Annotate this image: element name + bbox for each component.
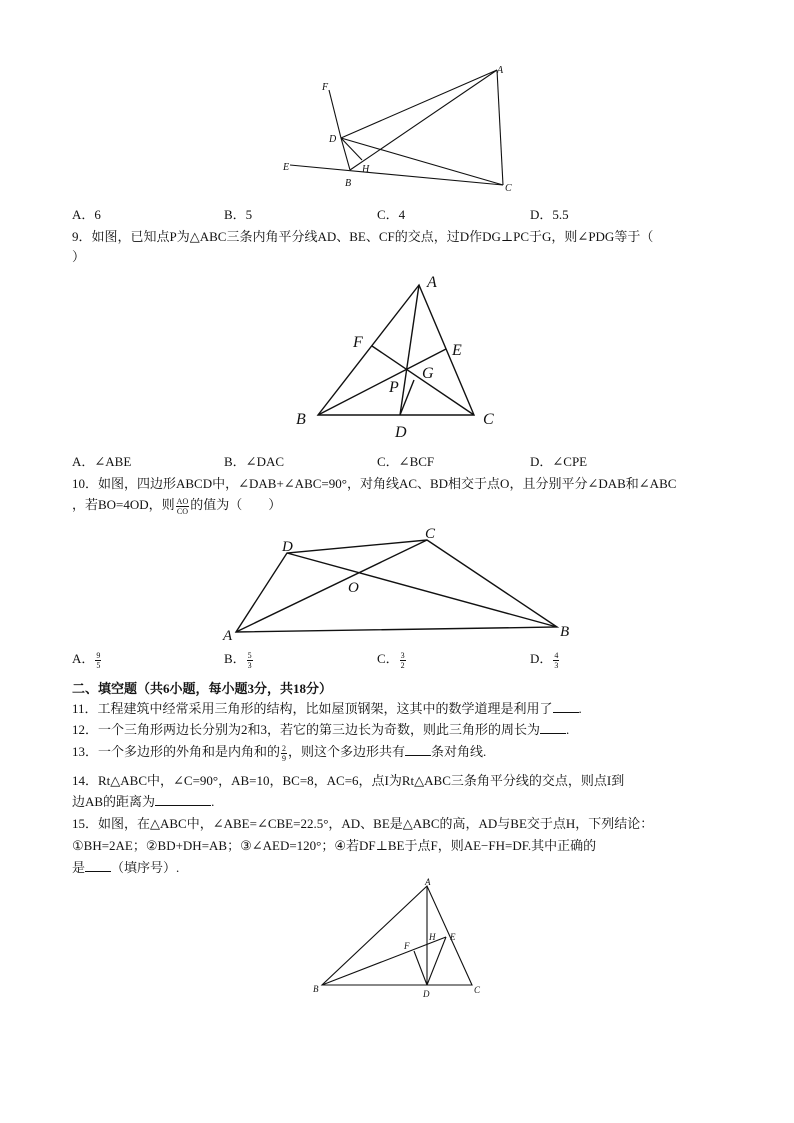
q15-label-B: B — [313, 984, 319, 994]
q8-option-c: C．4 — [377, 207, 406, 222]
q9-label-E: E — [452, 342, 462, 359]
q9-text-line1: 9．如图，已知点P为△ABC三条内角平分线AD、BE、CF的交点，过D作DG⊥PC于G，则∠PDG等于（ — [72, 229, 654, 244]
q15-text-line1: 15．如图，在△ABC中，∠ABE=∠CBE=22.5°，AD、BE是△ABC的高，AD与BE交于点H，下列结论： — [72, 816, 654, 831]
q15-answer-blank[interactable] — [85, 860, 111, 872]
q8-label-F: F — [322, 82, 329, 93]
q15-line-DF — [414, 951, 427, 985]
q9-figure — [290, 270, 500, 445]
q9-line-BE — [318, 349, 446, 415]
q9-label-D: D — [395, 424, 407, 441]
q10-text-line1: 10．如图，四边形ABCD中，∠DAB+∠ABC=90°，对角线AC、BD相交于点O，且分别平分∠DAB和∠ABC — [72, 476, 677, 491]
q8-line-DA — [341, 70, 497, 138]
q15-text-line2: ①BH=2AE；②BD+DH=AB；③∠AED=120°；④若DF⊥BE于点F，则AE−FH=DF.其中正确的 — [72, 838, 597, 853]
q15-label-A: A — [425, 877, 431, 887]
q9-option-d: D．∠CPE — [530, 454, 588, 469]
q15-text-line3: 是 （填序号）. — [72, 860, 180, 875]
q8-label-H: H — [362, 164, 370, 175]
q8-option-b: B．5 — [224, 207, 253, 222]
q10-frac-den: CO — [176, 506, 189, 516]
q8-label-A: A — [497, 65, 504, 76]
section-title-fill-blank: 二、填空题（共6小题，每小题3分，共18分） — [72, 681, 333, 696]
q9-line-AD — [400, 285, 419, 415]
q9-label-F: F — [353, 334, 363, 351]
q15-label-H: H — [429, 932, 436, 942]
q10-option-d: D． $\frac{4}{3}$ — [530, 650, 559, 670]
q15-label-F: F — [404, 941, 410, 951]
q9-option-c: C．∠BCF — [377, 454, 435, 469]
q9-text-line2: ） — [72, 249, 86, 264]
q9-option-a: A．∠ABE — [72, 454, 132, 469]
q15-label-C: C — [474, 985, 481, 995]
q8-line-BA — [350, 70, 497, 170]
q8-label-E: E — [283, 162, 290, 173]
q9-label-A: A — [427, 274, 437, 291]
q10-option-c: C． $\frac{3}{2}$ — [377, 650, 405, 670]
q9-label-C: C — [483, 411, 494, 428]
q10-label-D: D — [282, 539, 293, 555]
q10-text-pre: ，若BO=4OD，则 — [72, 497, 175, 512]
q10-label-C: C — [425, 526, 436, 542]
q10-label-O: O — [348, 580, 359, 596]
q14-text-line2: 边AB的距离为 . — [72, 794, 215, 809]
q15-label-D: D — [423, 989, 430, 999]
q10-frac-num: AO — [176, 496, 189, 506]
q13-text: 13．一个多边形的外角和是内角和的 $\frac{2}{9}$ ，则这个多边形共有 条对角线. — [72, 743, 487, 763]
q10-option-b: B． $\frac{5}{3}$ — [224, 650, 252, 670]
q15-figure — [305, 875, 485, 1000]
q9-option-b: B．∠DAC — [224, 454, 285, 469]
q10-option-a: A． $\frac{9}{5}$ — [72, 650, 101, 670]
q11-text: 11．工程建筑中经常采用三角形的结构，比如屋顶钢架，这其中的数学道理是利用了 . — [72, 701, 582, 716]
q14-answer-blank[interactable] — [155, 794, 211, 806]
q8-option-a: A．6 — [72, 207, 101, 222]
q12-answer-blank[interactable] — [540, 722, 566, 734]
q15-line-DE — [427, 937, 446, 985]
q8-option-d: D．5.5 — [530, 207, 569, 222]
q9-label-P: P — [389, 379, 399, 396]
q14-text-line1: 14．Rt△ABC中，∠C=90°，AB=10，BC=8，AC=6，点I为Rt△ABC三条角平分线的交点，则点I到 — [72, 773, 625, 788]
q15-label-E: E — [450, 932, 456, 942]
q8-figure — [270, 60, 530, 195]
q11-answer-blank[interactable] — [553, 701, 579, 713]
q8-label-D: D — [329, 134, 337, 145]
q9-label-B: B — [296, 411, 306, 428]
q9-label-G: G — [422, 365, 434, 382]
q8-line-AC — [497, 70, 503, 185]
q10-label-B: B — [560, 624, 570, 640]
q10-diagonal-AC — [236, 540, 427, 632]
q10-text-line2 — [72, 494, 281, 516]
q12-text: 12．一个三角形两边长分别为2和3，若它的第三边长为奇数，则此三角形的周长为 . — [72, 722, 570, 737]
q8-label-B: B — [345, 178, 352, 189]
q10-text-post: 的值为（ ） — [190, 497, 282, 512]
q8-line-FD — [329, 90, 341, 138]
q10-fraction — [176, 497, 190, 516]
q10-diagonal-BD — [287, 553, 557, 627]
q8-line-DC — [341, 138, 503, 185]
q8-line-EC — [290, 165, 503, 185]
q10-figure — [215, 520, 580, 645]
q10-label-A: A — [223, 628, 233, 644]
q13-answer-blank[interactable] — [405, 744, 431, 756]
q8-label-C: C — [505, 183, 512, 194]
